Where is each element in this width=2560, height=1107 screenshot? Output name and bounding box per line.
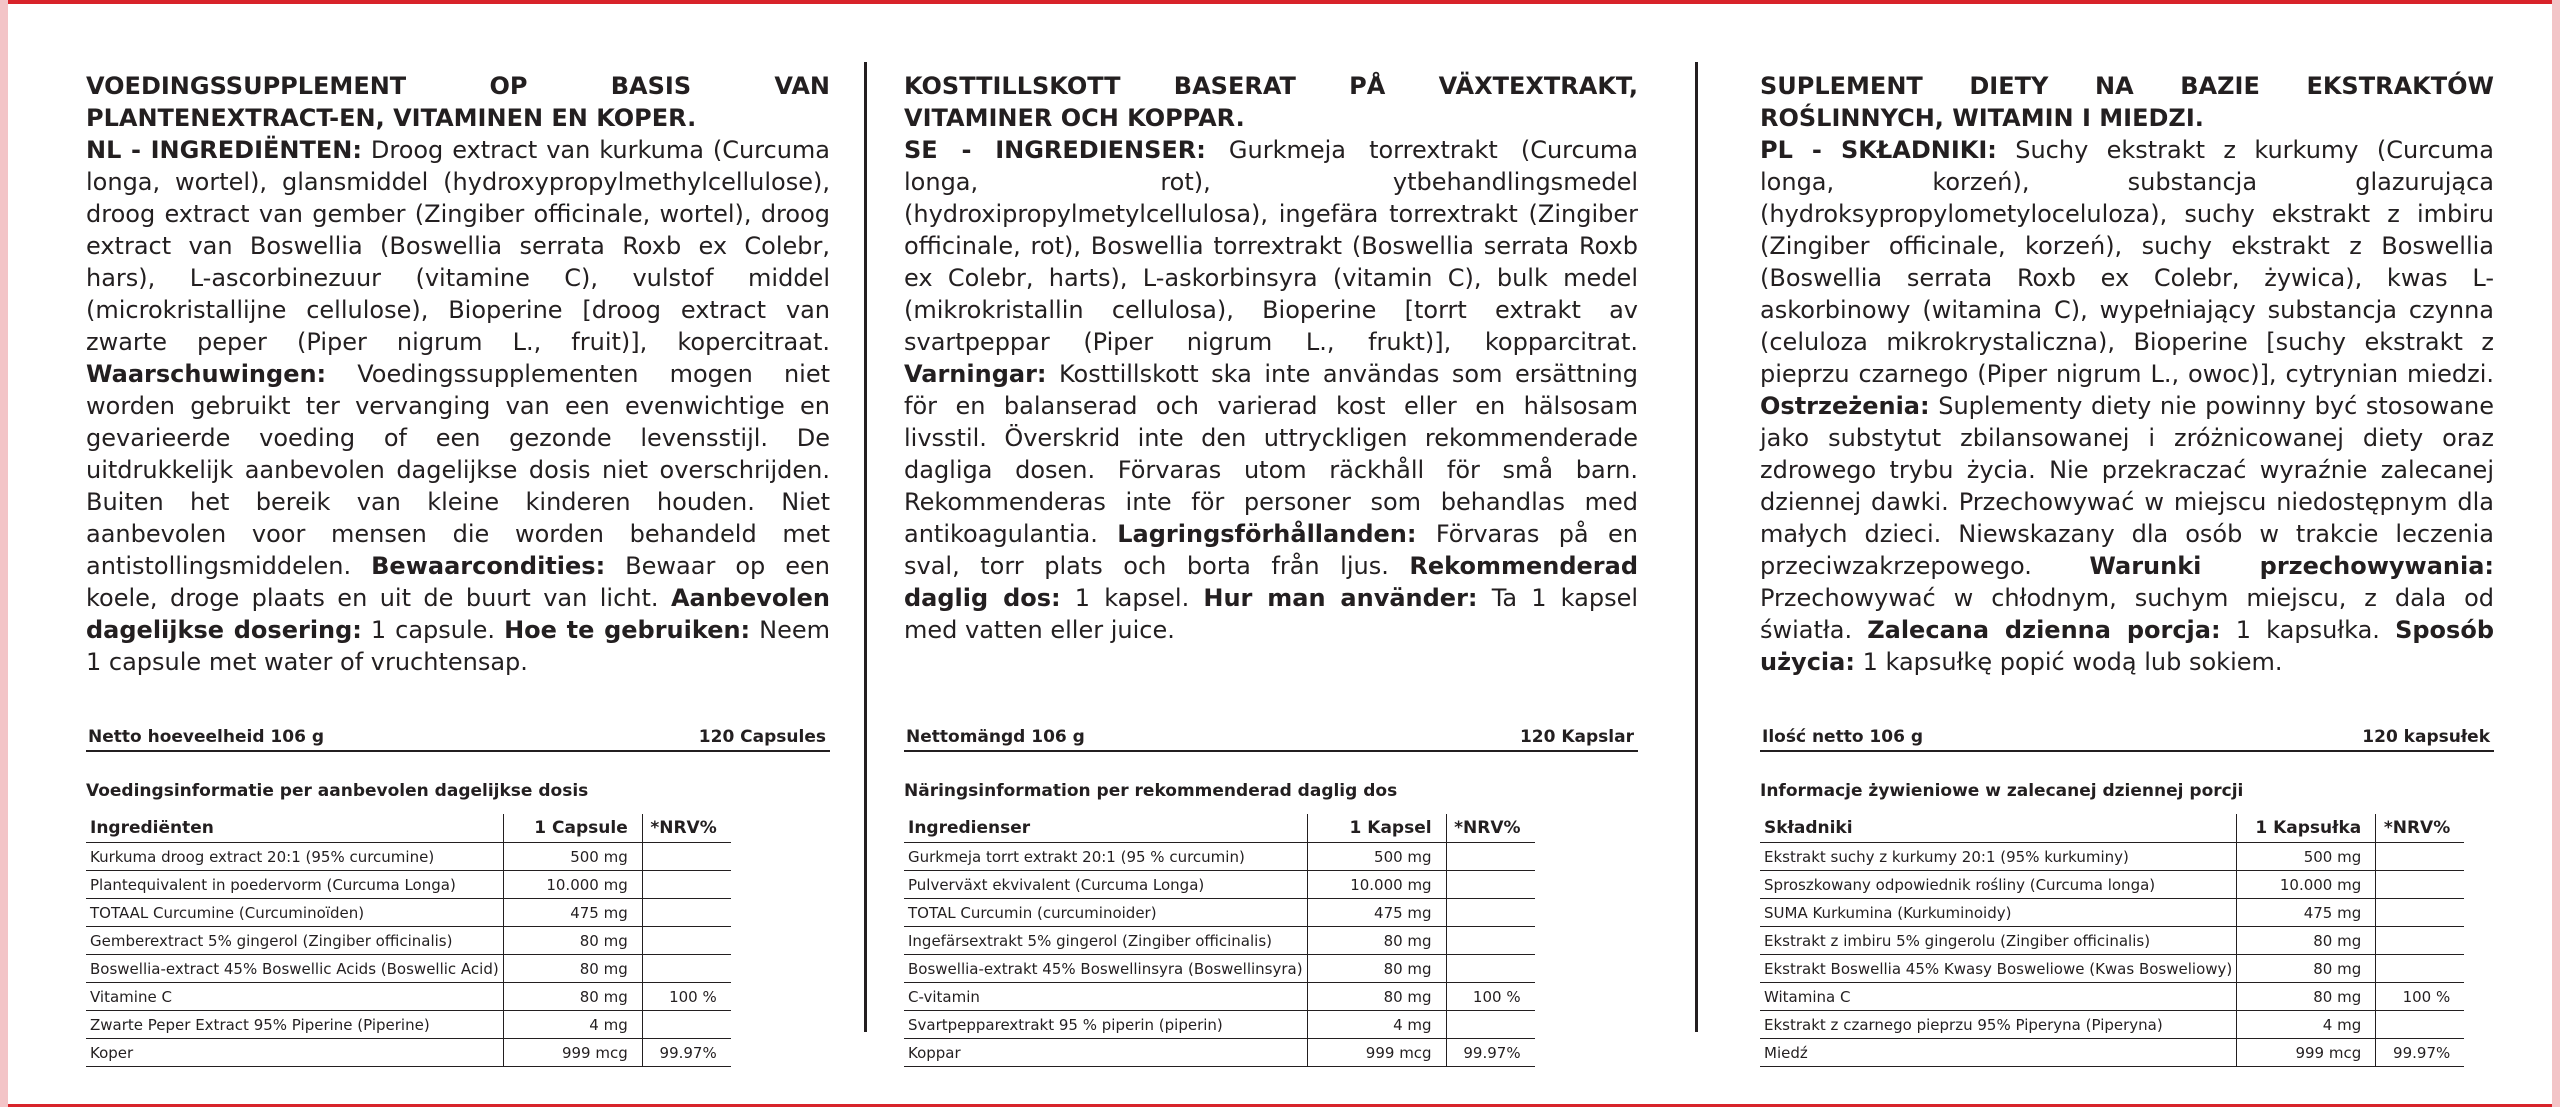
- ingredient-name: Kurkuma droog extract 20:1 (95% curcumine): [86, 843, 503, 871]
- header-amount: 1 Kapsułka: [2237, 814, 2376, 843]
- header-ingredients: Składniki: [1760, 814, 2237, 843]
- ingredient-nrv: [642, 871, 731, 899]
- ingredient-name: Ekstrakt Boswellia 45% Kwasy Bosweliowe (Kwas Bosweliowy): [1760, 955, 2237, 983]
- table-row: [904, 871, 1535, 899]
- ingredient-name: Zwarte Peper Extract 95% Piperine (Piperine): [86, 1011, 503, 1039]
- ingredient-nrv: [2376, 899, 2465, 927]
- ingredient-name: Witamina C: [1760, 983, 2237, 1011]
- table-header-row: [1760, 814, 2464, 843]
- warnings-label: Varningar:: [904, 360, 1047, 388]
- ingredient-name: Sproszkowany odpowiednik rośliny (Curcuma longa): [1760, 871, 2237, 899]
- usage-label: Hur man använder:: [1203, 584, 1478, 612]
- ingredient-nrv: [2376, 871, 2465, 899]
- header-nrv: *NRV%: [642, 814, 731, 843]
- ingredients-text: Suchy ekstrakt z kurkumy (Curcuma longa, korzeń), substancja glazurująca (hydroksypropylometyloceluloza), suchy ekstrakt z imbiru (Zingiber officinale, korzeń), suchy ekstrakt z Boswellia (Boswellia serrata Roxb ex Colebr, żywica), kwas L-askorbinowy (witamina C), wypełniający substancja czynna (celuloza mikrokrystaliczna), Bioperine [suchy ekstrakt z pieprzu czarnego (Piper nigrum L., owoc)], cytrynian miedzi.: [1760, 136, 2494, 388]
- usage-text: Neem 1 capsule met water of vruchtensap.: [86, 616, 831, 676]
- ingredient-nrv: [642, 927, 731, 955]
- nutrition-title: Näringsinformation per rekommenderad daglig dos: [904, 781, 1398, 801]
- product-heading: SUPLEMENT DIETY NA BAZIE EKSTRAKTÓW ROŚLINNYCH, WITAMIN I MIEDZI.: [1760, 72, 2494, 132]
- table-row: [904, 955, 1535, 983]
- nutrition-table: [904, 814, 1535, 1067]
- ingredient-name: Ingefärsextrakt 5% gingerol (Zingiber officinalis): [904, 927, 1307, 955]
- ingredients-label: SE - INGREDIENSER:: [904, 136, 1206, 164]
- warnings-text: Voedingssupplementen mogen niet worden gebruikt ter vervanging van een evenwichtige en gevarieerde voeding of een gezonde levensstijl. De uitdrukkelijk aanbevolen dagelijkse dosis niet overschrijden. Buiten het bereik van kleine kinderen houden. Niet aanbevolen voor mensen die worden behandeld met antistollingsmiddelen.: [86, 360, 830, 580]
- ingredient-name: TOTAL Curcumin (curcuminoider): [904, 899, 1307, 927]
- net-quantity-row: [1760, 726, 2494, 752]
- table-header-row: [86, 814, 731, 843]
- ingredient-name: Svartpepparextrakt 95 % piperin (piperin): [904, 1011, 1307, 1039]
- dosage-label: Rekommenderad daglig dos:: [904, 552, 1638, 612]
- nutrition-title: Informacje żywieniowe w zalecanej dziennej porcji: [1760, 781, 2244, 801]
- ingredient-amount: 80 mg: [2237, 983, 2376, 1011]
- net-weight: Nettomängd 106 g: [906, 727, 1085, 747]
- table-row: [86, 1011, 731, 1039]
- table-row: [86, 1039, 731, 1067]
- label-column-pl: [1760, 70, 2494, 1070]
- ingredient-amount: 475 mg: [2237, 899, 2376, 927]
- storage-label: Warunki przechowywania:: [2089, 552, 2494, 580]
- label-body: [86, 134, 830, 678]
- ingredient-amount: 80 mg: [503, 955, 642, 983]
- ingredient-name: C-vitamin: [904, 983, 1307, 1011]
- storage-text: Przechowywać w chłodnym, suchym miejscu, z dala od światła.: [1760, 584, 2494, 644]
- ingredient-name: Gurkmeja torrt extrakt 20:1 (95 % curcumin): [904, 843, 1307, 871]
- ingredient-amount: 80 mg: [2237, 927, 2376, 955]
- ingredient-nrv: [2376, 955, 2465, 983]
- usage-label: Sposób użycia:: [1760, 616, 2494, 676]
- nutrition-title: Voedingsinformatie per aanbevolen dagelijkse dosis: [86, 781, 589, 801]
- ingredient-amount: 4 mg: [2237, 1011, 2376, 1039]
- ingredient-nrv: 99.97%: [1446, 1039, 1535, 1067]
- dosage-label: Aanbevolen dagelijkse dosering:: [86, 584, 830, 644]
- left-pink-edge: [0, 0, 8, 1107]
- ingredient-nrv: [1446, 843, 1535, 871]
- warnings-text: Suplementy diety nie powinny być stosowane jako substytut zbilansowanej i zróżnicowanej diety oraz zdrowego trybu życia. Nie przekraczać wyraźnie zalecanej dziennej dawki. Przechowywać w miejscu niedostępnym dla małych dzieci. Niewskazany dla osób w trakcie leczenia przeciwzakrzepowego.: [1760, 392, 2494, 580]
- table-row: [904, 1011, 1535, 1039]
- table-row: [86, 983, 731, 1011]
- ingredient-nrv: [1446, 871, 1535, 899]
- ingredient-amount: 10.000 mg: [1307, 871, 1446, 899]
- capsule-count: 120 Kapslar: [1519, 727, 1634, 747]
- ingredients-text: Droog extract van kurkuma (Curcuma longa, wortel), glansmiddel (hydroxypropylmethylcellulose), droog extract van gember (Zingiber officinale, wortel), droog extract van Boswellia (Boswellia serrata Roxb ex Colebr, hars), L-ascorbinezuur (vitamine C), vulstof middel (microkristallijne cellulose), Bioperine [droog extract van zwarte peper (Piper nigrum L., fruit)], kopercitraat.: [86, 136, 831, 356]
- storage-label: Bewaarcondities:: [371, 552, 606, 580]
- ingredient-amount: 500 mg: [1307, 843, 1446, 871]
- ingredient-amount: 475 mg: [1307, 899, 1446, 927]
- ingredient-amount: 4 mg: [1307, 1011, 1446, 1039]
- ingredient-nrv: [1446, 899, 1535, 927]
- ingredient-nrv: 100 %: [642, 983, 731, 1011]
- label-column-se: [904, 70, 1638, 1070]
- usage-label: Hoe te gebruiken:: [504, 616, 751, 644]
- dosage-text: 1 capsule.: [361, 616, 505, 644]
- table-row: [1760, 843, 2464, 871]
- table-row: [86, 927, 731, 955]
- ingredient-nrv: [642, 955, 731, 983]
- storage-label: Lagringsförhållanden:: [1117, 520, 1417, 548]
- ingredient-nrv: 99.97%: [2376, 1039, 2465, 1067]
- net-quantity-row: [904, 726, 1638, 752]
- dosage-label: Zalecana dzienna porcja:: [1867, 616, 2221, 644]
- table-row: [1760, 955, 2464, 983]
- table-row: [904, 1039, 1535, 1067]
- ingredients-text: Gurkmeja torrextrakt (Curcuma longa, rot), ytbehandlingsmedel (hydroxipropylmetylcellulosa), ingefära torrextrakt (Zingiber officinale, rot), Boswellia torrextrakt (Boswellia serrata Roxb ex Colebr, harts), L-askorbinsyra (vitamin C), bulk medel (mikrokristallin cellulosa), Bioperine [torrt extrakt av svartpeppar (Piper nigrum L., frukt)], kopparcitrat.: [904, 136, 1638, 356]
- ingredient-name: SUMA Kurkumina (Kurkuminoidy): [1760, 899, 2237, 927]
- warnings-label: Ostrzeżenia:: [1760, 392, 1930, 420]
- ingredient-nrv: [642, 1011, 731, 1039]
- ingredient-amount: 500 mg: [2237, 843, 2376, 871]
- ingredient-amount: 80 mg: [503, 927, 642, 955]
- product-heading: VOEDINGSSUPPLEMENT OP BASIS VAN PLANTENEXTRACT-EN, VITAMINEN EN KOPER.: [86, 72, 830, 132]
- ingredient-amount: 80 mg: [1307, 955, 1446, 983]
- ingredient-amount: 999 mcg: [503, 1039, 642, 1067]
- ingredient-amount: 500 mg: [503, 843, 642, 871]
- header-amount: 1 Kapsel: [1307, 814, 1446, 843]
- header-amount: 1 Capsule: [503, 814, 642, 843]
- ingredient-nrv: [642, 843, 731, 871]
- ingredient-nrv: 100 %: [1446, 983, 1535, 1011]
- ingredient-amount: 80 mg: [1307, 983, 1446, 1011]
- ingredient-name: Vitamine C: [86, 983, 503, 1011]
- ingredient-name: Miedź: [1760, 1039, 2237, 1067]
- ingredient-amount: 10.000 mg: [503, 871, 642, 899]
- header-nrv: *NRV%: [2376, 814, 2465, 843]
- ingredient-nrv: [642, 899, 731, 927]
- column-divider: [1695, 62, 1698, 1032]
- ingredient-name: Ekstrakt z imbiru 5% gingerolu (Zingiber officinalis): [1760, 927, 2237, 955]
- label-body: [1760, 134, 2494, 678]
- ingredient-name: TOTAAL Curcumine (Curcuminoïden): [86, 899, 503, 927]
- capsule-count: 120 Capsules: [698, 727, 826, 747]
- ingredient-amount: 10.000 mg: [2237, 871, 2376, 899]
- ingredient-name: Gemberextract 5% gingerol (Zingiber officinalis): [86, 927, 503, 955]
- table-row: [1760, 871, 2464, 899]
- header-nrv: *NRV%: [1446, 814, 1535, 843]
- table-row: [1760, 1011, 2464, 1039]
- nutrition-table: [1760, 814, 2464, 1067]
- dosage-text: 1 kapsel.: [1060, 584, 1204, 612]
- ingredient-nrv: [1446, 1011, 1535, 1039]
- storage-text: Förvaras på en sval, torr plats och borta från ljus.: [904, 520, 1638, 580]
- ingredient-name: Koppar: [904, 1039, 1307, 1067]
- label-column-nl: [86, 70, 830, 1070]
- ingredient-amount: 80 mg: [2237, 955, 2376, 983]
- product-heading: KOSTTILLSKOTT BASERAT PÅ VÄXTEXTRAKT, VITAMINER OCH KOPPAR.: [904, 72, 1638, 132]
- usage-text: 1 kapsułkę popić wodą lub sokiem.: [1854, 648, 2283, 676]
- ingredient-amount: 4 mg: [503, 1011, 642, 1039]
- table-row: [904, 843, 1535, 871]
- storage-text: Bewaar op een koele, droge plaats en uit de buurt van licht.: [86, 552, 831, 612]
- column-divider: [864, 62, 867, 1032]
- ingredient-name: Ekstrakt suchy z kurkumy 20:1 (95% kurkuminy): [1760, 843, 2237, 871]
- table-row: [1760, 927, 2464, 955]
- ingredient-name: Pulverväxt ekvivalent (Curcuma Longa): [904, 871, 1307, 899]
- ingredient-nrv: [1446, 955, 1535, 983]
- ingredient-amount: 80 mg: [1307, 927, 1446, 955]
- right-pink-edge: [2552, 0, 2560, 1107]
- table-row: [86, 871, 731, 899]
- table-row: [1760, 899, 2464, 927]
- table-row: [86, 843, 731, 871]
- table-row: [904, 899, 1535, 927]
- warnings-text: Kosttillskott ska inte användas som ersättning för en balanserad och varierad kost eller en hälsosam livsstil. Överskrid inte den uttryckligen rekommenderade dagliga dosen. Förvaras utom räckhåll för små barn. Rekommenderas inte för personer som behandlas med antikoagulantia.: [904, 360, 1638, 548]
- ingredient-amount: 80 mg: [503, 983, 642, 1011]
- ingredients-label: NL - INGREDIËNTEN:: [86, 136, 362, 164]
- header-ingredients: Ingrediënten: [86, 814, 503, 843]
- capsule-count: 120 kapsułek: [2362, 727, 2490, 747]
- table-header-row: [904, 814, 1535, 843]
- table-row: [1760, 1039, 2464, 1067]
- table-row: [86, 899, 731, 927]
- table-row: [904, 927, 1535, 955]
- table-row: [86, 955, 731, 983]
- ingredient-nrv: 100 %: [2376, 983, 2465, 1011]
- ingredient-name: Koper: [86, 1039, 503, 1067]
- usage-text: Ta 1 kapsel med vatten eller juice.: [904, 584, 1639, 644]
- ingredient-nrv: 99.97%: [642, 1039, 731, 1067]
- net-weight: Ilość netto 106 g: [1762, 727, 1924, 747]
- ingredient-name: Boswellia-extrakt 45% Boswellinsyra (Boswellinsyra): [904, 955, 1307, 983]
- ingredient-nrv: [2376, 1011, 2465, 1039]
- ingredient-name: Boswellia-extract 45% Boswellic Acids (Boswellic Acid): [86, 955, 503, 983]
- dosage-text: 1 kapsułka.: [2220, 616, 2396, 644]
- ingredient-name: Ekstrakt z czarnego pieprzu 95% Piperyna (Piperyna): [1760, 1011, 2237, 1039]
- net-quantity-row: [86, 726, 830, 752]
- warnings-label: Waarschuwingen:: [86, 360, 327, 388]
- ingredient-amount: 999 mcg: [2237, 1039, 2376, 1067]
- ingredient-amount: 475 mg: [503, 899, 642, 927]
- ingredient-amount: 999 mcg: [1307, 1039, 1446, 1067]
- header-ingredients: Ingredienser: [904, 814, 1307, 843]
- table-row: [904, 983, 1535, 1011]
- table-row: [1760, 983, 2464, 1011]
- ingredient-name: Plantequivalent in poedervorm (Curcuma Longa): [86, 871, 503, 899]
- ingredient-nrv: [2376, 927, 2465, 955]
- nutrition-table: [86, 814, 731, 1067]
- top-red-border: [0, 0, 2560, 4]
- ingredient-nrv: [2376, 843, 2465, 871]
- label-body: [904, 134, 1638, 646]
- ingredients-label: PL - SKŁADNIKI:: [1760, 136, 1997, 164]
- net-weight: Netto hoeveelheid 106 g: [88, 727, 325, 747]
- ingredient-nrv: [1446, 927, 1535, 955]
